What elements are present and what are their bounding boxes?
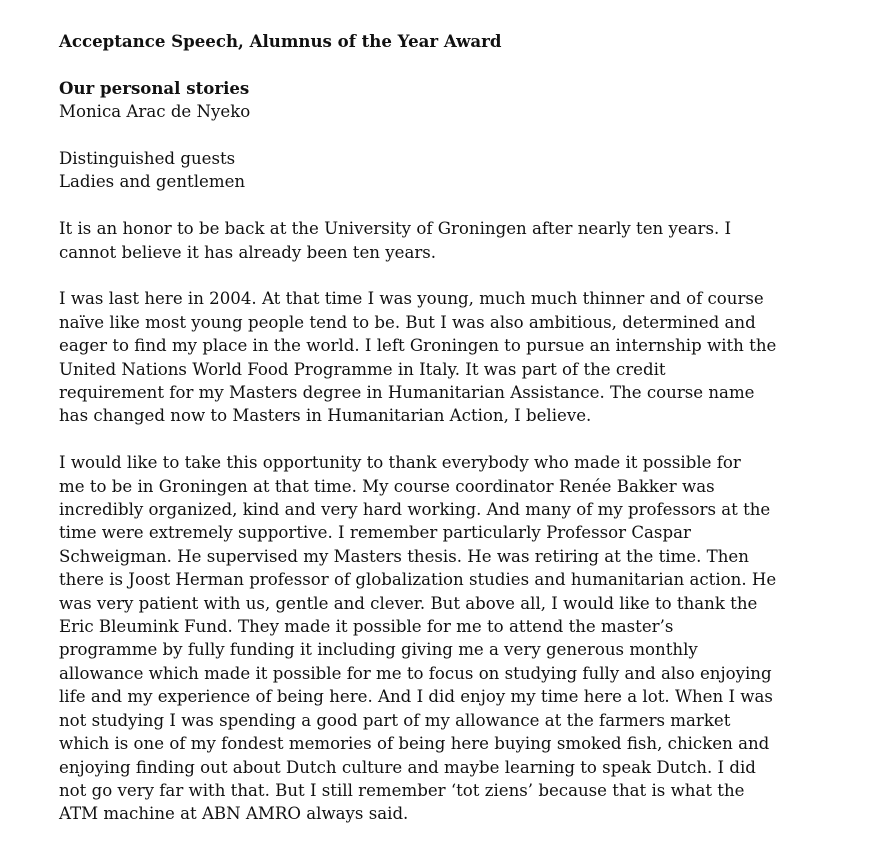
text-line: It is an honor to be back at the University of Groningen after nearly ten years. I: [59, 219, 732, 239]
paragraph-2: [59, 287, 849, 427]
text-line: there is Joost Herman professor of globalization studies and humanitarian action. He: [59, 570, 777, 590]
greeting-line: Distinguished guests: [59, 149, 236, 168]
speech-subtitle: Our personal stories: [59, 77, 250, 98]
text-line: eager to find my place in the world. I left Groningen to pursue an internship with the: [59, 336, 777, 356]
text-line: naïve like most young people tend to be. But I was also ambitious, determined and: [59, 312, 756, 332]
text-line: allowance which made it possible for me to focus on studying fully and also enjoying: [59, 663, 772, 683]
text-line: I would like to take this opportunity to thank everybody who made it possible for: [59, 453, 741, 473]
text-line: United Nations World Food Programme in Italy. It was part of the credit: [59, 359, 666, 379]
text-line: ATM machine at ABN AMRO always said.: [59, 804, 409, 824]
text-line: I was last here in 2004. At that time I was young, much much thinner and of course: [59, 289, 764, 309]
text-line: which is one of my fondest memories of being here buying smoked fish, chicken and: [59, 734, 770, 754]
paragraph-1: [59, 217, 849, 264]
text-line: was very patient with us, gentle and clever. But above all, I would like to thank the: [59, 593, 758, 613]
text-line: programme by fully funding it including giving me a very generous monthly: [59, 640, 698, 660]
text-line: has changed now to Masters in Humanitarian Action, I believe.: [59, 406, 592, 426]
text-line: enjoying finding out about Dutch culture and maybe learning to speak Dutch. I did: [59, 757, 756, 777]
greeting-block: [59, 147, 849, 194]
text-line: me to be in Groningen at that time. My course coordinator Renée Bakker was: [59, 476, 715, 496]
greeting-line: Ladies and gentlemen: [59, 172, 246, 192]
text-line: Eric Bleumink Fund. They made it possible for me to attend the master’s: [59, 617, 674, 637]
text-line: cannot believe it has already been ten years.: [59, 242, 437, 262]
speech-title: Acceptance Speech, Alumnus of the Year Award: [59, 31, 502, 51]
paragraph-3: [59, 451, 849, 826]
text-line: not studying I was spending a good part of my allowance at the farmers market: [59, 710, 731, 730]
text-line: incredibly organized, kind and very hard working. And many of my professors at the: [59, 500, 771, 520]
text-line: life and my experience of being here. And I did enjoy my time here a lot. When I was: [59, 687, 773, 707]
document-page: [59, 30, 849, 849]
text-line: not go very far with that. But I still remember ‘tot ziens’ because that is what the: [59, 780, 745, 800]
text-line: Schweigman. He supervised my Masters thesis. He was retiring at the time. Then: [59, 546, 749, 566]
text-line: requirement for my Masters degree in Humanitarian Assistance. The course name: [59, 383, 755, 403]
author-name: Monica Arac de Nyeko: [59, 102, 251, 122]
text-line: time were extremely supportive. I remember particularly Professor Caspar: [59, 523, 691, 543]
